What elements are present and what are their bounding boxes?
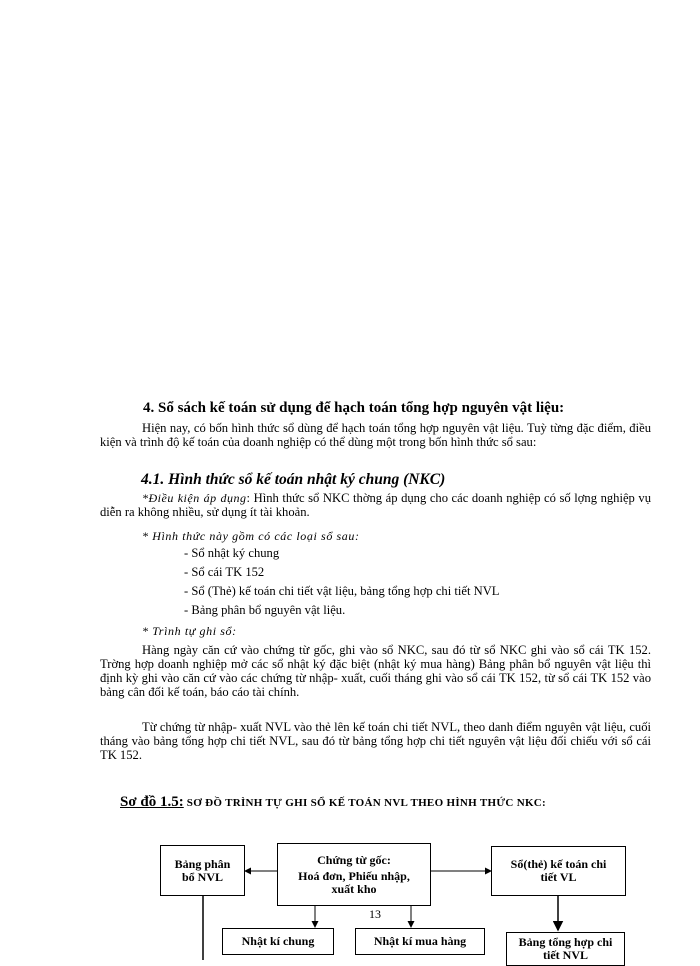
- order-label: * Trình tự ghi sổ:: [142, 624, 237, 638]
- diagram-title-text: SƠ ĐỒ TRÌNH TỰ GHI SỔ KẾ TOÁN NVL THEO HÌNH THỨC NKC:: [183, 797, 547, 809]
- subsection-heading: 4.1. Hình thức sổ kế toán nhật ký chung (NKC): [141, 471, 446, 488]
- book-item-detail-card: - Sổ (Thẻ) kế toán chi tiết vật liệu, bảng tổng hợp chi tiết NVL: [184, 584, 500, 598]
- box-detail-text: Sổ(thẻ) kế toán chi tiết VL: [510, 857, 607, 884]
- book-item-allocation: - Bảng phân bổ nguyên vật liệu.: [184, 603, 346, 617]
- box-allocation: [160, 845, 245, 896]
- box-general-journal: [222, 928, 334, 955]
- page-number: 13: [369, 907, 381, 921]
- intro-text: Hiện nay, có bốn hình thức sổ dùng để hạch toán tổng hợp nguyên vật liệu. Tuỳ từng đặc điểm, điều kiện và trình độ kế toán của doanh nghiệp có thể dùng một trong bốn hình thức sổ sau:: [100, 421, 651, 449]
- box-summary: [506, 932, 625, 966]
- box-summary-text: Bảng tổng hợp chi tiết NVL: [518, 935, 613, 962]
- box-general-journal-text: Nhật kí chung: [241, 934, 315, 948]
- order-text-1: Hàng ngày căn cứ vào chứng từ gốc, ghi vào sổ NKC, sau đó từ sổ NKC ghi vào sổ cái TK 152. Trờng hợp doanh nghiệp mở các sổ nhật ký đặc biệt (nhật ký mua hàng) Bảng phân bổ nguyên vật liệu thì định kỳ ghi vào căn cứ vào các chứng từ nhập- xuất, cuối tháng ghi vào sổ cái TK 152, từ sổ cái TK 152 vào bảng cân đối kế toán, báo cáo tài chính.: [100, 643, 651, 699]
- book-item-general-journal: - Sổ nhật ký chung: [184, 546, 280, 560]
- condition-label: *Điều kiện áp dụng: [142, 491, 247, 505]
- section-title: 4. Sổ sách kế toán sử dụng để hạch toán tổng hợp nguyên vật liệu:: [143, 400, 565, 416]
- box-source-line1: Chứng từ gốc:: [317, 852, 391, 867]
- book-item-ledger: - Sổ cái TK 152: [184, 565, 265, 579]
- order-text-2: Từ chứng từ nhập- xuất NVL vào thẻ lên kế toán chi tiết NVL, theo danh điểm nguyên vật liệu, cuối tháng vào bảng tổng hợp chi tiết NVL, sau đó từ bảng tổng hợp chi tiết nguyên vật liệu đối chiếu với sổ cái TK 152.: [100, 720, 651, 762]
- books-label: * Hình thức này gồm có các loại sổ sau:: [142, 529, 360, 543]
- diagram-label: Sơ đồ 1.5:: [120, 794, 184, 810]
- box-source-documents: [277, 843, 431, 906]
- box-allocation-text: Bảng phân bổ NVL: [174, 856, 231, 884]
- box-source-line2: Hoá đơn, Phiếu nhập, xuất kho: [298, 868, 410, 896]
- box-purchase-journal-text: Nhật kí mua hàng: [373, 934, 467, 948]
- condition-text: : Hình thức sổ NKC thờng áp dụng cho các doanh nghiệp có số lợng nghiệp vụ diễn ra không nhiều, sử dụng ít tài khoản.: [100, 491, 651, 519]
- box-detail-ledger: [491, 846, 626, 896]
- box-purchase-journal: [355, 928, 485, 955]
